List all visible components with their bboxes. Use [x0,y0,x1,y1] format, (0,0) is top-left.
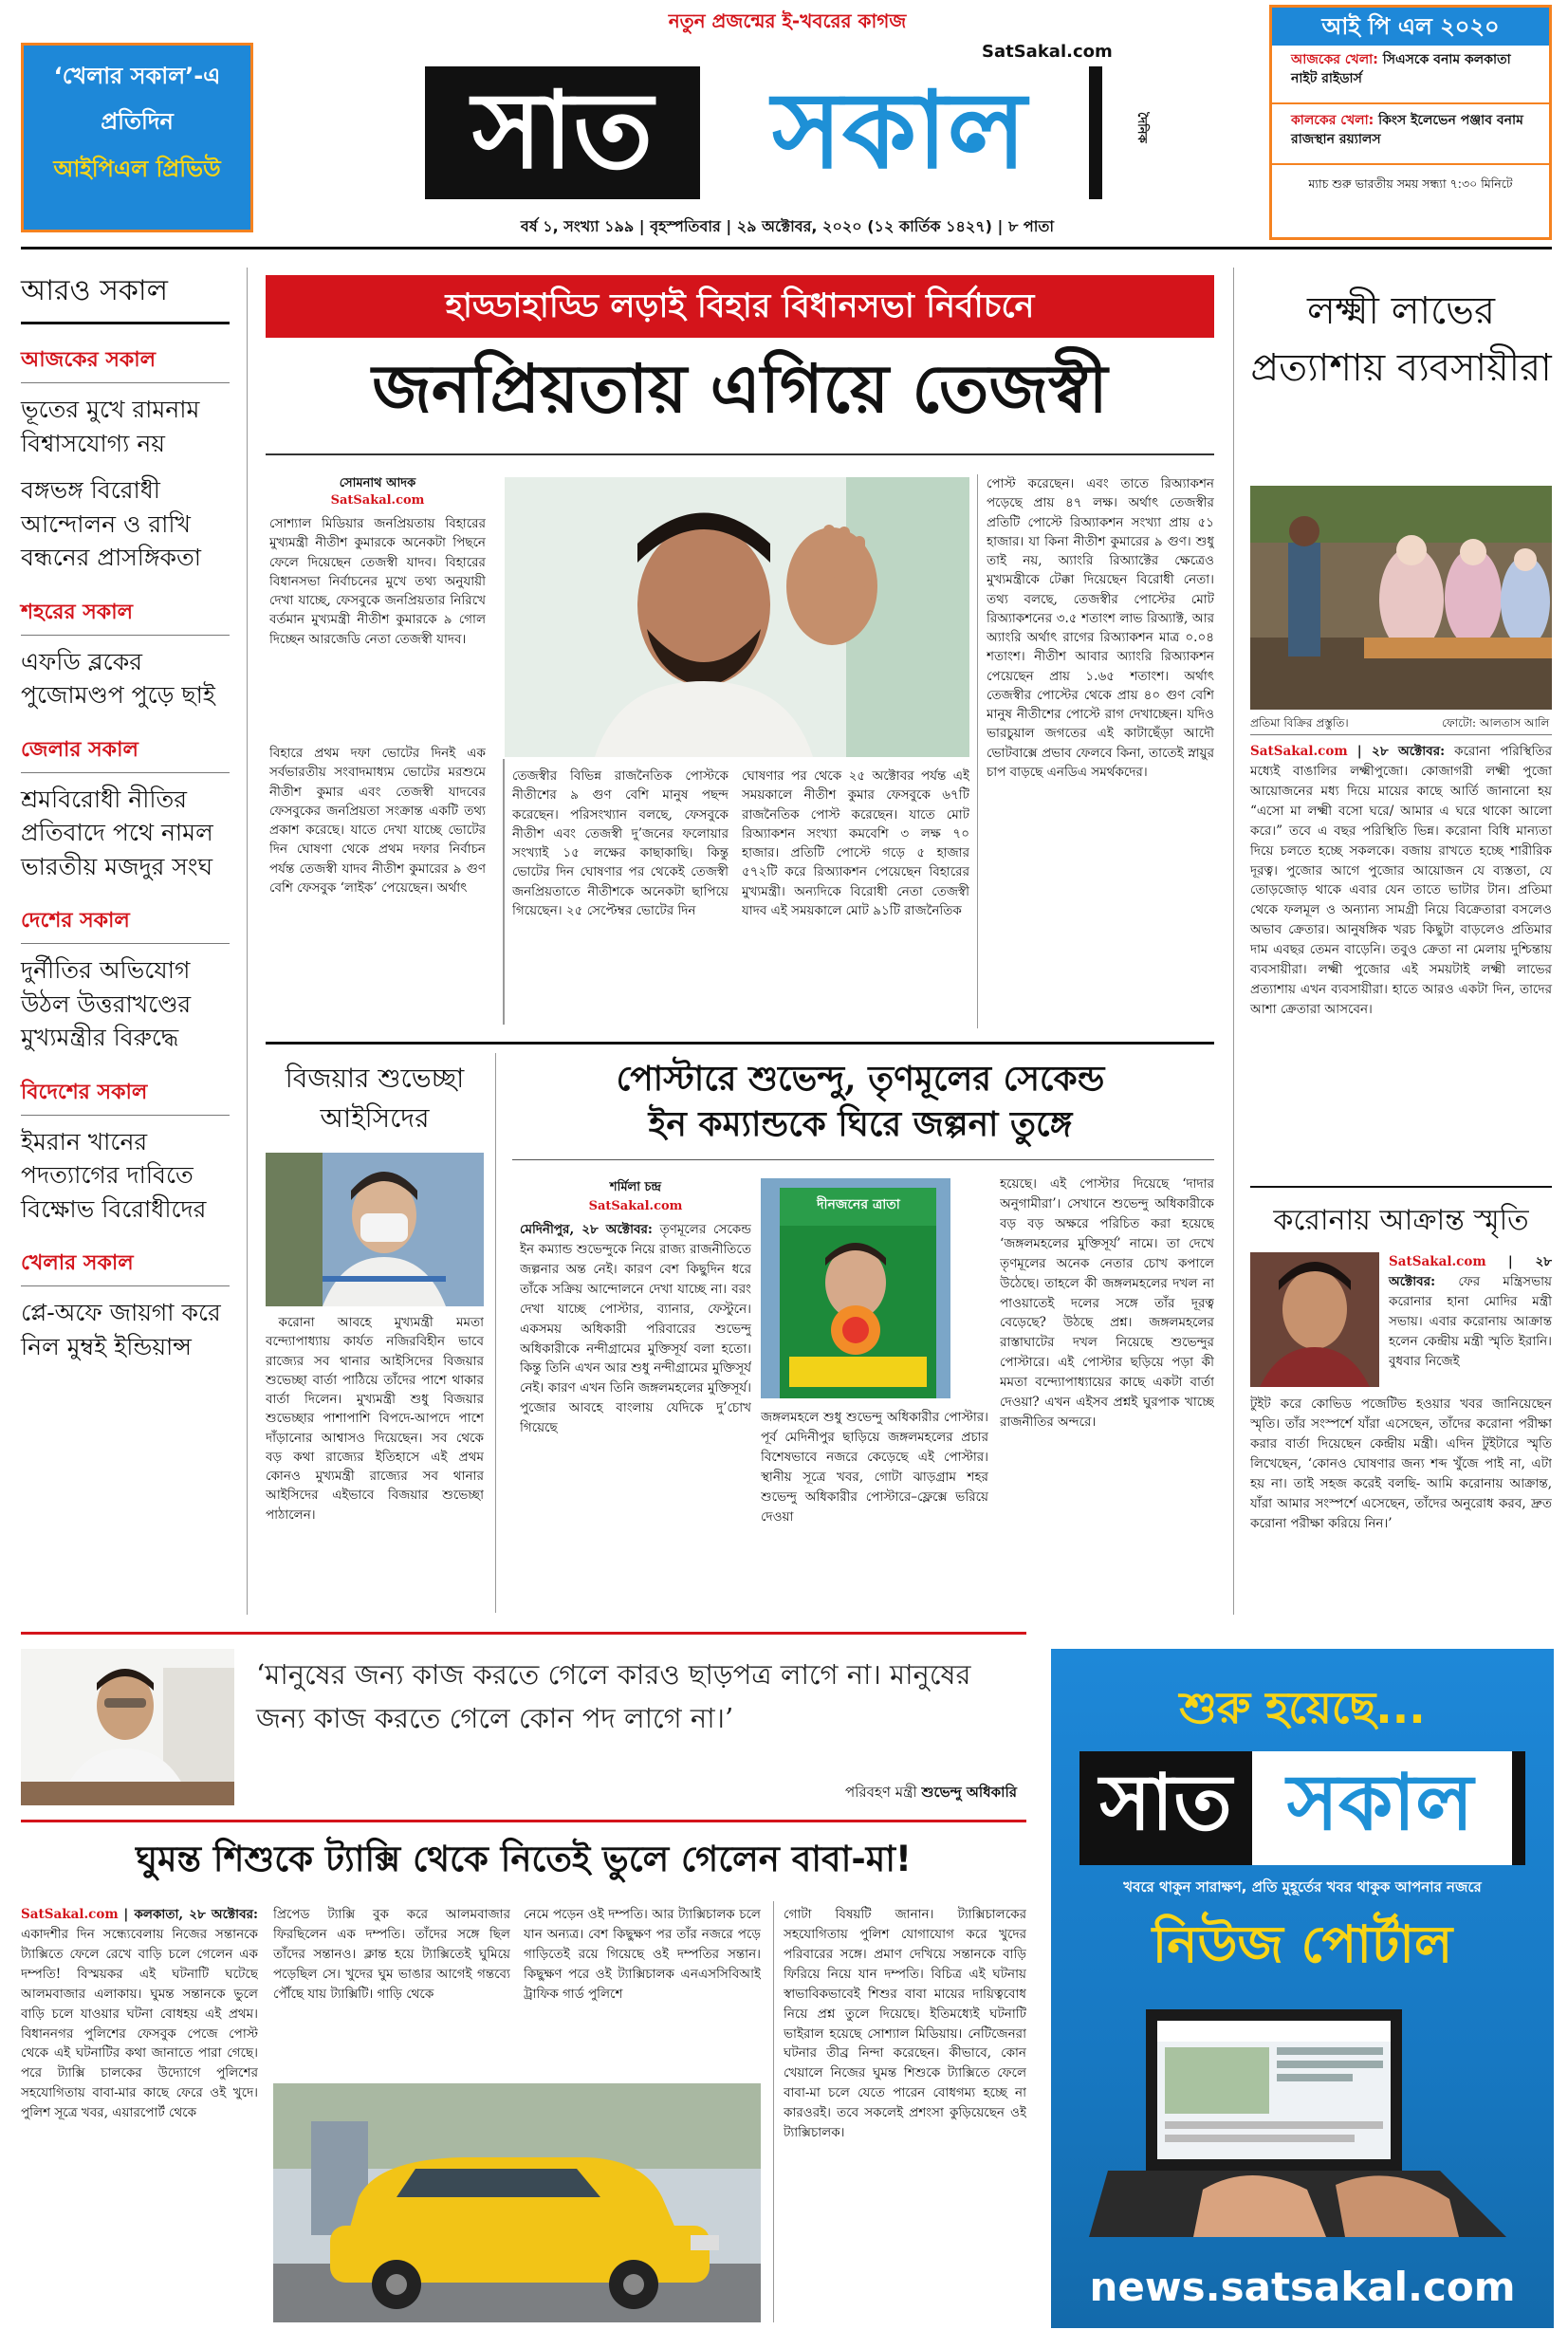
poster-col2: জঙ্গলমহলে শুধু শুভেন্দু অধিকারীর পোস্টার। পূর্ব মেদিনীপুর ছাড়িয়ে জঙ্গলমহলের প্রচার বিশেষভাবে নজরে কেড়েছে এই পোস্টার। স্থানীয় সূত্রে খবর, গোটা ঝাড়গ্রাম শহর শুভেন্দু অধিকারীর পোস্টারে–ফ্লেক্সে ভরিয়ে দেওয়া [761,1410,988,1525]
poster-photo [761,1178,950,1398]
ipl-today-label: আজকের খেলা: [1291,52,1378,67]
taxi-col1: একাদশীর দিন সন্ধ্যেবেলায় নিজের সন্তানকে ট্যাক্সিতে ফেলে রেখে বাড়ি চলে গেলেন এক দম্পতি! বিস্ময়কর এই ঘটনাটি ঘটেছে আলমবাজার এলাকায়। ঘুমন্ত সন্তানকে ভুলে বাড়ি চলে যাওয়ার ঘটনা বোধহয় এই প্রথম। বিধাননগর পুলিশের ফেসবুক পেজে পোস্ট থেকে এই ঘটনাটির কথা জানাতে পারা গেছে। পরে ট্যাক্সি চালকের উদ্যোগে পুলিশের সহযোগিতায় বাবা-মার কাছে ফেরে ওই খুদে। পুলিশ সূত্রে খবর, এয়ারপোর্ট থেকে [21,1926,258,2121]
taxi-photo [273,2083,761,2322]
laxmi-site[interactable]: SatSakal.com [1250,744,1348,759]
ipl-preview-line1: ‘খেলার সকাল’-এ [53,63,221,89]
lead-headline[interactable]: জনপ্রিয়তায় এগিয়ে তেজস্বী [372,350,1108,428]
laxmi-dateline: | ২৮ অক্টোবর: [1356,744,1446,759]
smriti-headline[interactable]: করোনায় আক্রান্ত স্মৃতি [1273,1204,1529,1237]
lead-site[interactable]: SatSakal.com [330,493,425,508]
poster-site[interactable]: SatSakal.com [588,1199,683,1213]
taxi-col2: প্রিপেড ট্যাক্সি বুক করে আলমবাজার ফিরছিলেন এক দম্পতি। তাঁদের সঙ্গে ছিল তাঁদের সন্তানও। ক্লান্ত হয়ে ট্যাক্সিতেই ঘুমিয়ে পড়েছিল সে। খুদের ঘুম ভাঙার আগেই গন্তব্যে পৌঁছে যায় ট্যাক্সিটি। গাড়ি থেকে [273,1907,510,2002]
poster-banner-text: দীনজনের ত্রাতা [817,1197,900,1212]
sidebar-section-sports[interactable]: খেলার সকাল [21,1251,134,1275]
sidebar [21,268,230,324]
ipl-preview-line3: আইপিএল প্রিভিউ [53,156,221,182]
bijoya-body: করোনা আবহে মুখ্যমন্ত্রী মমতা বন্দ্যোপাধ্যায় কার্যত নজিরবিহীন ভাবে রাজ্যের সব থানার আইসিদের বিজয়ার শুভেচ্ছা বার্তা পাঠিয়ে তাঁদের পাশে থাকার বার্তা দিলেন। মুখ্যমন্ত্রী শুধু বিজয়ার শুভেচ্ছার পাশাপাশি বিপদে-আপদে পাশে দাঁড়ানোর আশ্বাসও দিয়েছেন। সব থেকে বড় কথা রাজ্যের ইতিহাসে এই প্রথম কোনও মুখ্যমন্ত্রী রাজ্যের সব থানার আইসিদের এইভাবে বিজয়ার শুভেচ্ছা পাঠালেন। [266,1315,484,1523]
quote-name: শুভেন্দু অধিকারি [921,1784,1017,1801]
lead-col1-bottom: বিহারে প্রথম দফা ভোটের দিনই এক সর্বভারতীয় সংবাদমাধ্যম ভোটের মরশুমে নীতীশ কুমার এবং তেজস্বী যাদবের ফেসবুকের জনপ্রিয়তা সংক্রান্ত একটি তথ্য প্রকাশ করেছে। যাতে দেখা যাচ্ছে ভোটের দিন ঘোষণা থেকে প্রথম দফার নির্বাচন পর্যন্ত তেজস্বী যাদব নীতীশ কুমারের ৯ গুণ বেশি ফেসবুক ‘লাইক’ পেয়েছেন। অর্থাৎ [269,746,486,896]
ipl-time: ম্যাচ শুরু ভারতীয় সময় সন্ধ্যা ৭:৩০ মিনিটে [1308,176,1513,191]
laxmi-caption: প্রতিমা বিক্রির প্রস্তুতি। [1250,716,1349,730]
laxmi-photo [1250,486,1552,710]
ad-subline: খবরে থাকুন সারাক্ষণ, প্রতি মুহূর্তের খবর থাকুক আপনার নজরে [1123,1878,1482,1895]
bijoya-headline[interactable]: বিজয়ার শুভেচ্ছা আইসিদের [285,1063,465,1134]
bijoya-photo [266,1153,484,1306]
poster-col3: হয়েছে। এই পোস্টার দিয়েছে ‘দাদার অনুগামীরা’। সেখানে শুভেন্দু অধিকারীকে বড় বড় অক্ষরে পরিচিত করা হয়েছে ‘জঙ্গলমহলের মুক্তিসূর্য’ নামে। তা দেখে তৃণমূলের অনেক নেতার চোখ কপালে উঠেছে। তাহলে কী জঙ্গলমহলের দখল না পাওয়াতেই দলের সঙ্গে তাঁর দূরত্ব বেড়েছে? উঠছে প্রশ্ন। জঙ্গলমহলের রাস্তাঘাটের দখল নিয়েছে শুভেন্দুর পোস্টারে। এই পোস্টার ছড়িয়ে পড়া কী মমতা বন্দ্যোপাধ্যায়ের কাছে একটা বার্তা দেওয়া? এখন এইসব প্রশ্নই ঘুরপাক খাচ্ছে রাজনীতির অন্দরে। [1000,1176,1214,1431]
ipl-preview-line2: প্রতিদিন [101,108,174,135]
poster-headline-2[interactable]: ইন কম্যান্ডকে ঘিরে জল্পনা তুঙ্গে [648,1104,1073,1144]
taxi-site[interactable]: SatSakal.com [21,1907,119,1922]
ipl-today-match: সিএসকে বনাম কলকাতা নাইট রাইডার্স [1291,52,1511,86]
lead-photo [505,477,969,757]
lead-col4: পোস্ট করেছেন। এবং তাতে রিঅ্যাকশন পড়েছে প্রায় ৪৭ লক্ষ। অর্থাৎ তেজস্বীর প্রতিটি পোস্টে রিঅ্যাকশন সংখ্যা প্রায় ৫১ হাজার। যা কিনা নীতীশ কুমারের ৯ গুণ। শুধু তাই নয়, অ্যাংরি রিঅ্যাক্টের ক্ষেত্রেও মুখ্যমন্ত্রীকে টেক্কা দিয়েছেন বিরোধী নেতা। তথ্য বলছে, তেজস্বীর পোস্টের মোট রিঅ্যাকশনের ৩.৫ শতাংশ লাভ রিঅ্যাক্ট, আর অ্যাংরি অর্থাৎ রাগের রিঅ্যাকশন মাত্র ০.০৪ শতাংশ। নীতীশ আবার অ্যাংরি রিঅ্যাকশন পেয়েছেন প্রায় ১.৬৫ শতাংশ। অর্থাৎ তেজস্বীর পোস্টের থেকে প্রায় ৪০ গুণ বেশি মানুষ নীতীশের পোস্টে রাগ দেখাচ্ছেন। যদিও ভারচুয়াল জগতের এই কাটাছেঁড়া আদৌ ভোটবাক্সে প্রভাব ফেলবে কিনা, তাতেই স্নায়ুর চাপ বাড়ছে এনডিএ সমর্থকদের। [987,476,1214,780]
logo-sakal: সকাল [771,69,1027,193]
poster-headline-1[interactable]: পোস্টারে শুভেন্দু, তৃণমূলের সেকেন্ড [616,1059,1105,1099]
lead-author: সোমনাথ আদক [339,476,416,490]
lead-col3: ঘোষণার পর থেকে ২৫ অক্টোবর পর্যন্ত এই সময়কালে নীতীশ কুমার ফেসবুকে ৬৭টি রাজনৈতিক পোস্ট করেছেন। যাতে মোট রিঅ্যাকশন সংখ্যা কমবেশি ৩ লক্ষ ৭০ হাজার। প্রতিটি পোস্টে গড়ে ৫ হাজার ৫৭২টি করে রিঅ্যাকশন পেয়েছেন বিহারের মুখ্যমন্ত্রী। অন্যদিকে বিরোধী নেতা তেজস্বী যাদব এই সময়কালে মোট ৯১টি রাজনৈতিক [742,768,969,918]
ipl-schedule-box [1269,5,1552,240]
tagline: নতুন প্রজন্মের ই-খবরের কাগজ [668,9,907,32]
poster-col1: তৃণমূলের সেকেন্ড ইন কম্যান্ড শুভেন্দুকে নিয়ে রাজ্য রাজনীতিতে জল্পনার অন্ত নেই। কারণ বেশ কিছুদিন ধরে তাঁকে সক্রিয় আন্দোলনে দেখা যাচ্ছে না। বরং দেখা যাচ্ছে পোস্টার, ব্যানার, ফেস্টুনে। একসময় অধিকারী পরিবারের শুভেন্দু অধিকারীকে নন্দীগ্রামের মুক্তিসূর্য বলা হতো। কিন্তু তিনি এখন আর শুধু নন্দীগ্রামের মুক্তিসূর্য নেই। কারণ এখন তিনি জঙ্গলমহলের মুক্তিসূর্য। পুজোর আবহে বাংলায় যেদিকে দু’চোখ গিয়েছে [520,1222,751,1436]
laxmi-headline[interactable]: লক্ষ্মী লাভের প্রত্যাশায় ব্যবসায়ীরা [1250,289,1552,390]
ad-logo-sat: সাত [1099,1758,1232,1848]
smriti-body-bottom: টুইট করে কোভিড পজেটিভ হওয়ার খবর জানিয়েছেন স্মৃতি। তাঁর সংস্পর্শে যাঁরা এসেছেন, তাঁদের করোনা পরীক্ষা করার বার্তা দিয়েছেন কেন্দ্রীয় মন্ত্রী। এদিন টুইটারে স্মৃতি লিখেছেন, ‘কোনও ঘোষণার জন্য শব্দ খুঁজে পাই না, এটা হয় না। তাই সহজ করেই বলছি- আমি করোনায় আক্রান্ত, যাঁরা আমার সংস্পর্শে এসেছেন, তাঁদের অনুরোধ করব, দ্রুত করোনা পরীক্ষা করিয়ে নিন।’ [1250,1396,1552,1531]
quote-text: ‘মানুষের জন্য কাজ করতে গেলে কারও ছাড়পত্র লাগে না। মানুষের জন্য কাজ করতে গেলে কোন পদ লাগে না।’ [256,1658,971,1735]
ad-logo-sakal: সকাল [1286,1758,1474,1848]
ad-portal: নিউজ পোর্টাল [1152,1914,1453,1974]
smriti-site[interactable]: SatSakal.com [1389,1254,1486,1269]
lead-col1-top: সোশ্যাল মিডিয়ার জনপ্রিয়তায় বিহারের মুখ্যমন্ত্রী নীতীশ কুমারকে অনেকটা পিছনে ফেলে দিয়েছেন তেজস্বী যাদব। বিহারের বিধানসভা নির্বাচনের মুখে তথ্য অনুযায়ী দেখা যাচ্ছে, ফেসবুকে জনপ্রিয়তার নিরিখে বর্তমান মুখ্যমন্ত্রী নীতীশ কুমারকে ৯ গোল দিচ্ছেন আরজেডি নেতা তেজস্বী যাদব। [269,516,486,647]
sidebar-section-city[interactable]: শহরের সকাল [21,600,133,624]
lead-col2: তেজস্বীর বিভিন্ন রাজনৈতিক পোস্টকে নীতীশের ৯ গুণ বেশি মানুষ পছন্দ করেছেন। পরিসংখ্যান বলছে, ফেসবুকে নীতীশ এবং তেজস্বী দু’জনের ফলোয়ার সংখ্যাই ১৫ লক্ষের কাছাকাছি। কিন্তু ভোটের দিন ঘোষণার পর থেকেই তেজস্বী জনপ্রিয়তাতে নীতীশকে অনেকটা ছাপিয়ে গিয়েছেন। ২৫ সেপ্টেম্বর ভোটের দিন [512,768,729,918]
sidebar-title: আরও সকাল [21,268,230,324]
taxi-dateline: | কলকাতা, ২৮ অক্টোবর: [123,1907,258,1922]
lead-kicker: হাড্ডাহাড্ডি লড়াই বিহার বিধানসভা নির্বাচনে [266,275,1214,338]
smriti-photo [1250,1252,1379,1387]
sidebar-item[interactable]: প্লে-অফে জায়গা করে নিল মুম্বই ইন্ডিয়ান্স [21,1299,221,1360]
quote-role: পরিবহণ মন্ত্রী [844,1784,917,1801]
smriti-body-top: ফের মন্ত্রিসভায় করোনার হানা মোদির মন্ত্রী সভায়। এবার করোনায় আক্রান্ত হলেন কেন্দ্রীয় মন্ত্রী স্মৃতি ইরানি। বুধবার নিজেই [1389,1273,1553,1369]
masthead-side-word: দৈনিক [1134,112,1149,143]
ad-top-text: শুরু হয়েছে... [1179,1682,1426,1733]
sidebar-section-country[interactable]: দেশের সকাল [21,909,130,933]
sidebar-item[interactable]: ভূতের মুখে রামনাম বিশ্বাসযোগ্য নয় [21,396,200,457]
ipl-tomorrow-match: কিংস ইলেভেন পঞ্জাব বনাম রাজস্থান রয়্যালস [1291,113,1523,147]
sidebar-section-today[interactable]: আজকের সকাল [21,348,157,372]
sidebar-item[interactable]: এফডি ব্লকের পুজোমণ্ডপ পুড়ে ছাই [21,647,215,709]
sidebar-item[interactable]: ইমরান খানের পদত্যাগের দাবিতে বিক্ষোভ বিরোধীদের [21,1127,207,1223]
issue-line: বর্ষ ১, সংখ্যা ১৯৯ | বৃহস্পতিবার | ২৯ অক্টোবর, ২০২০ (১২ কার্তিক ১৪২৭) | ৮ পাতা [520,217,1055,235]
ad-url[interactable]: news.satsakal.com [1089,2264,1516,2310]
laptop-illustration [1089,2000,1525,2247]
poster-dateline: মেদিনীপুর, ২৮ অক্টোবর: [520,1222,653,1237]
quote-photo [21,1649,234,1805]
taxi-headline[interactable]: ঘুমন্ত শিশুকে ট্যাক্সি থেকে নিতেই ভুলে গেলেন বাবা-মা! [136,1839,912,1879]
sidebar-section-district[interactable]: জেলার সকাল [21,737,138,762]
taxi-col3: নেমে পড়েন ওই দম্পতি। আর ট্যাক্সিচালক চলে যান অন্যত্র। বেশ কিছুক্ষণ পর তাঁর নজরে পড়ে গাড়িতেই রয়ে গিয়েছে ওই দম্পতির সন্তান। কিছুক্ষণ পরে ওই ট্যাক্সিচালক এনএসসিবিআই ট্রাফিক গার্ড পুলিশে [524,1907,761,2002]
smriti-dateline: | ২৮ অক্টোবর: [1389,1254,1552,1289]
logo-sat: সাত [471,69,654,193]
person-illustration [505,477,969,757]
sidebar-item[interactable]: শ্রমবিরোধী নীতির প্রতিবাদে পথে নামল ভারতীয় মজদুর সংঘ [21,785,213,880]
ipl-title: আই পি এল ২০২০ [1272,8,1549,46]
ipl-preview-box[interactable] [21,43,253,232]
laxmi-photo-credit: ফোটো: আলতাস আলি [1442,716,1550,730]
taxi-col4: গোটা বিষয়টি জানান। ট্যাক্সিচালকের সহযোগিতায় পুলিশ যোগাযোগ করে খুদের পরিবারের সঙ্গে। প্রমাণ দেখিয়ে সন্তানকে বাড়ি ফিরিয়ে নিয়ে যান দম্পতি। বিচিত্র এই ঘটনায় স্বাভাবিকভাবেই শিশুর বাবা মায়ের দায়িত্ববোধ নিয়ে প্রশ্ন তুলে দিয়েছে। ইতিমধ্যেই ঘটনাটি ভাইরাল হয়েছে সোশ্যাল মিডিয়ায়। নেটিজেনরা ঘটনার তীব্র নিন্দা করেছেন। কীভাবে, কোন খেয়ালে নিজের ঘুমন্ত শিশুকে ট্যাক্সিতে ফেলে বাবা-মা চলে যেতে পারেন বোধগম্য হচ্ছে না কারওরই। তবে সকলেই প্রশংসা কুড়িয়েছেন ওই ট্যাক্সিচালক। [784,1907,1026,2141]
masthead-logo[interactable] [425,66,1127,199]
sidebar-item[interactable]: দুর্নীতির অভিযোগ উঠল উত্তরাখণ্ডের মুখ্যমন্ত্রীর বিরুদ্ধে [21,956,192,1051]
portal-ad[interactable] [1051,1649,1554,2328]
masthead-site[interactable]: SatSakal.com [982,42,1113,62]
poster-author: শর্মিলা চন্দ্র [609,1180,662,1194]
ipl-tomorrow-label: কালকের খেলা: [1291,113,1374,128]
laxmi-body: করোনা পরিস্থিতির মধ্যেই বাঙালির লক্ষ্মীপুজো। কোজাগরী লক্ষ্মী পুজো আয়োজনের মধ্য দিয়ে মায়ের কাছে আর্তি জানানো হয় “এসো মা লক্ষ্মী বসো ঘরে/ আমার এ ঘরে থাকো আলো করে।” তবে এ বছর পরিস্থিতি ভিন্ন। করোনা বিধি মান্যতা দিয়ে চলতে হচ্ছে সকলকে। বজায় রাখতে হচ্ছে শারীরিক দূরত্ব। পুজোর আগে পুজোর আয়োজন যে ব্যস্ততা, যে তোড়জোড় থাকে এবার যেন তাতে ভাটার টান। প্রতিমা থেকে ফলমূল ও অন্যান্য সামগ্রী নিয়ে বিক্রেতারা বসলেও অভাব ক্রেতার। আনুষঙ্গিক খরচ কিছুটা বাড়লেও প্রতিমার দাম এবছর তেমন বাড়েনি। তবুও ক্রেতা না মেলায় দুশ্চিন্তায় ব্যবসায়ীরা। লক্ষ্মী পুজোর এই সময়টাই লক্ষ্মী লাভের প্রত্যাশায় এখন ব্যবসায়ীরা। হাতে আরও একটা দিন, তাদের আশা ক্রেতারা আসবেন। [1250,744,1553,1017]
ad-logo [1079,1751,1525,1865]
sidebar-item[interactable]: বঙ্গভঙ্গ বিরোধী আন্দোলন ও রাখি বন্ধনের প্রাসঙ্গিকতা [21,476,202,571]
sidebar-section-world[interactable]: বিদেশের সকাল [21,1080,148,1104]
